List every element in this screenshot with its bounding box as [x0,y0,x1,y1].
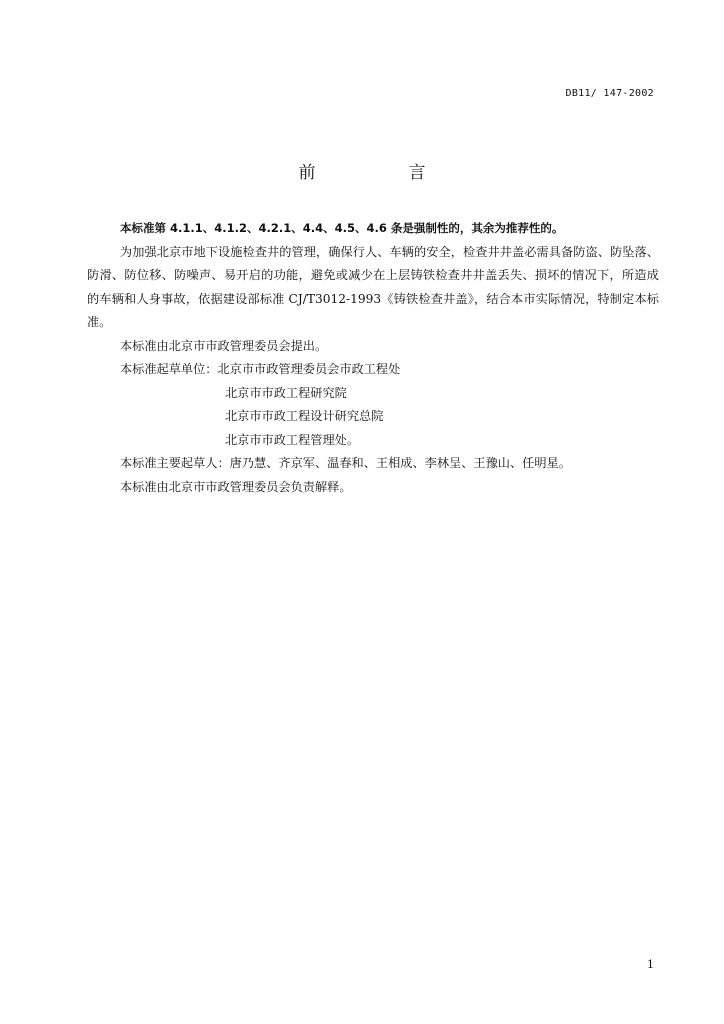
page-title: 前 言 [298,163,464,183]
interpretation-paragraph: 本标准由北京市市政管理委员会负责解释。 [120,479,352,494]
drafters-paragraph: 本标准主要起草人：唐乃慧、齐京军、温春和、王相成、李林呈、王豫山、任明星。 [120,456,571,470]
standard-code: DB11/ 147-2002 [565,88,654,99]
foreword-body [87,217,659,499]
drafting-unit-item: 北京市市政管理委员会市政工程处 [217,362,401,376]
drafting-unit-item: 北京市市政工程设计研究总院 [225,409,384,423]
page-number: 1 [647,958,654,971]
drafting-unit-item: 北京市市政工程研究院 [225,385,347,400]
mandatory-clause-paragraph: 本标准第 4.1.1、4.1.2、4.2.1、4.4、4.5、4.6 条是强制性的，其余为推荐性的。 [120,221,564,235]
drafting-units-label: 本标准起草单位： [120,362,218,376]
drafting-units-first-line [87,358,659,382]
drafting-unit-item: 北京市市政工程管理处。 [225,432,360,447]
proposer-paragraph: 本标准由北京市市政管理委员会提出。 [120,338,328,353]
purpose-paragraph: 为加强北京市地下设施检查井的管理，确保行人、车辆的安全，检查井井盖必需具备防盗、防坠落、防滑、防位移、防噪声、易开启的功能，避免或减少在上层铸铁检查井井盖丢失、损坏的情况下，所造成的车辆和人身事故，依据建设部标准 CJ/T3012-1993《铸铁检查井盖》，结合本市实际情况，特制定本标准。 [87,244,659,329]
